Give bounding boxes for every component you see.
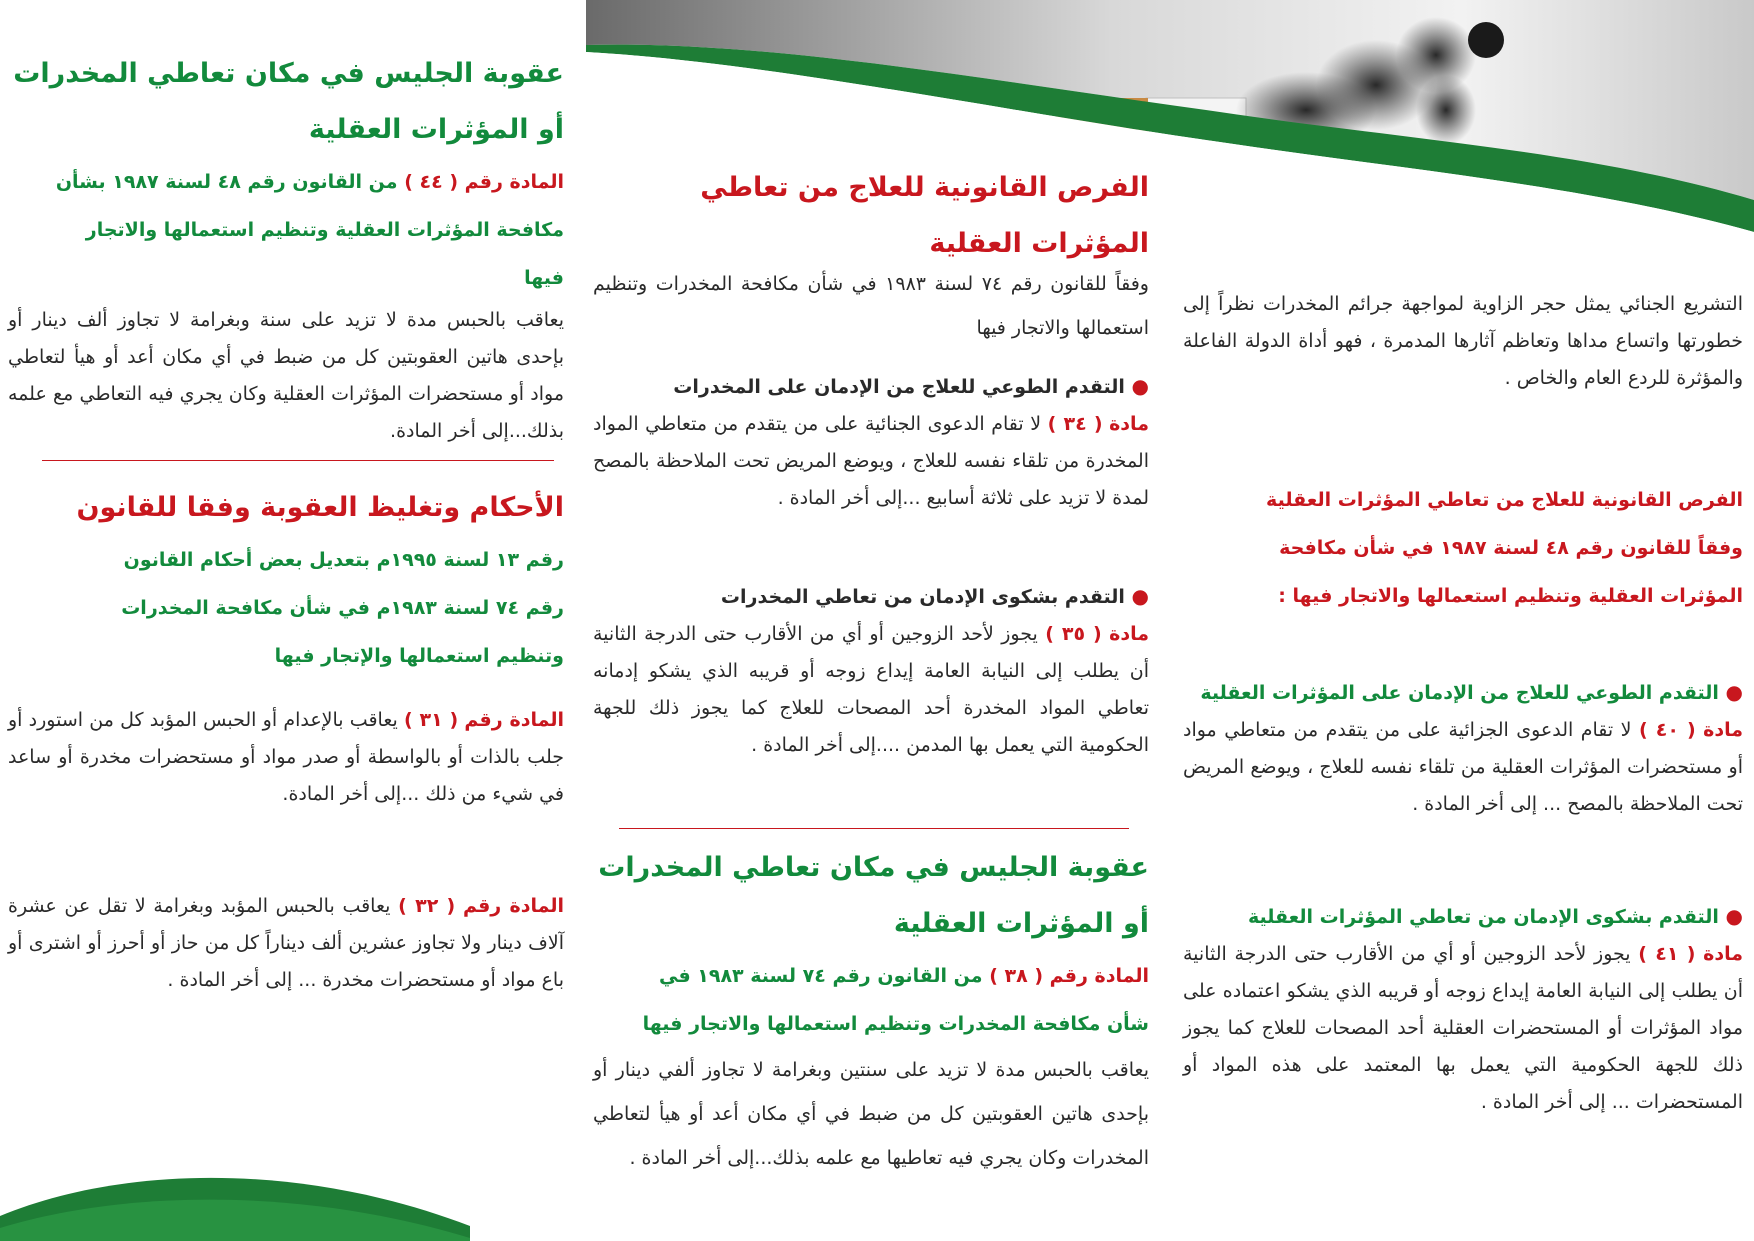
article-number: ( ٣٤ ) [1047, 413, 1103, 435]
article-label: المادة رقم ( ٤٤ ) [404, 171, 564, 193]
green-wave-decoration [0, 1146, 470, 1241]
article-label: مادة [1703, 719, 1743, 741]
heading-line: عقوبة الجليس في مكان تعاطي المخدرات [598, 852, 1149, 883]
article-text: يعاقب بالحبس مدة لا تزيد على سنتين وبغرامة لا تجاوز ألفي دينار أو بإحدى هاتين العقوبتين كل من ضبط في أي مكان أعد أو هيأ لتعاطي المخدرات وكان يجري فيه تعاطيها مع علمه بذلك...إلى أخر المادة . [593, 1059, 1149, 1169]
article-label: المادة رقم [462, 895, 564, 917]
article-number: ( ٤٠ ) [1638, 719, 1696, 741]
article-label: مادة [1703, 943, 1743, 965]
section-title: التقدم الطوعي للعلاج من الإدمان على المخدرات [673, 376, 1125, 398]
section-title: التقدم بشكوى الإدمان من تعاطي المخدرات [720, 586, 1125, 608]
penalties-section [8, 480, 564, 680]
heading-line: أو المؤثرات العقلية [308, 114, 564, 145]
article-text: يعاقب بالحبس مدة لا تزيد على سنة وبغرامة لا تجاوز ألف دينار أو بإحدى هاتين العقوبتين كل من ضبط في أي مكان أعد أو هيأ لتعاطي مواد أو مستحضرات المؤثرات العقلية وكان يجري فيه التعاطي مع علمه بذلك...إلى أخر المادة. [8, 309, 564, 442]
intro-text: التشريع الجنائي يمثل حجر الزاوية لمواجهة جرائم المخدرات نظراً إلى خطورتها واتساع مداها وتعاظم آثارها المدمرة ، فهو أداة الدولة الفاعلة والمؤثرة للردع العام والخاص . [1183, 293, 1743, 389]
law-reference: رقم ١٣ لسنة ١٩٩٥م بتعديل بعض أحكام القانون [123, 549, 564, 571]
section-title: التقدم بشكوى الإدمان من تعاطي المؤثرات العقلية [1247, 906, 1719, 928]
section-addiction-complaint [593, 578, 1149, 764]
bullet-icon: ● [1725, 904, 1743, 928]
middle-section-sitter-penalty [593, 840, 1149, 1180]
heading-line: عقوبة الجليس في مكان تعاطي المخدرات [13, 58, 564, 89]
article-number: ( ٣٢ ) [398, 895, 456, 917]
heading-line: أو المؤثرات العقلية [893, 908, 1149, 939]
article-text: لا تقام الدعوى الجنائية على من يتقدم من متعاطي المواد المخدرة من تلقاء نفسه للعلاج ، ويوضع المريض تحت الملاحظة بالمصح لمدة لا تزيد على ثلاثة أسابيع ...إلى أخر المادة . [593, 413, 1149, 509]
law-reference: من القانون رقم ٤٨ لسنة ١٩٨٧ بشأن [55, 171, 398, 193]
article-text: لا تقام الدعوى الجزائية على من يتقدم من متعاطي مواد أو مستحضرات المؤثرات العقلية من تلقاء نفسه للعلاج ، ويوضع المريض تحت الملاحظة بالمصح ... إلى أخر المادة . [1183, 719, 1743, 815]
bullet-icon: ● [1131, 584, 1149, 608]
article-label: مادة [1109, 413, 1149, 435]
article-label: المادة رقم ( ٣٨ ) [989, 965, 1149, 987]
heading-line: الفرص القانونية للعلاج من تعاطي المؤثرات العقلية [1266, 489, 1743, 511]
article-text: يعاقب بالإعدام أو الحبس المؤبد كل من استورد أو جلب بالذات أو بالواسطة أو صدر مواد أو مستحضرات مخدرة أو ساعد في شيء من ذلك ...إلى أخر المادة. [8, 709, 564, 805]
law-reference: مكافحة المؤثرات العقلية وتنظيم استعمالها والاتجار [85, 219, 564, 241]
section-addiction-complaint [1183, 898, 1743, 1121]
bullet-icon: ● [1725, 680, 1743, 704]
divider [619, 828, 1129, 829]
middle-panel-heading [593, 160, 1149, 272]
section-title: التقدم الطوعي للعلاج من الإدمان على المؤثرات العقلية [1200, 682, 1719, 704]
article-text: يجوز لأحد الزوجين أو أي من الأقارب حتى الدرجة الثانية أن يطلب إلى النيابة العامة إيداع زوجه أو قريبه الذي يشكو إدمانه تعاطي المواد المخدرة أحد المصحات للعلاج كما يجوز ذلك للجهة الحكومية التي يعمل بها المدمن ....إلى أخر المادة . [593, 623, 1149, 756]
article-label: المادة رقم [464, 709, 564, 731]
heading-line: الفرص القانونية للعلاج من تعاطي [700, 172, 1149, 203]
law-reference: وفقاً للقانون رقم ٧٤ لسنة ١٩٨٣ في شأن مكافحة المخدرات وتنظيم استعمالها والاتجار فيها [593, 273, 1149, 339]
section-heading: الأحكام وتغليظ العقوبة وفقا للقانون [76, 492, 564, 523]
section-voluntary-treatment [593, 368, 1149, 517]
right-panel-heading [1183, 476, 1743, 620]
law-reference: وتنظيم استعمالها والإتجار فيها [274, 645, 564, 667]
heading-line: المؤثرات العقلية وتنظيم استعمالها والاتجار فيها : [1278, 585, 1743, 607]
article-text: يجوز لأحد الزوجين أو أي من الأقارب حتى الدرجة الثانية أن يطلب إلى النيابة العامة إيداع زوجه أو قريبه الذي يشكو اعتماده على مواد المؤثرات أو المستحضرات العقلية أحد المصحات للعلاج كما يجوز ذلك للجهة الحكومية التي يعمل بها المعتمد على هذه المواد أو المستحضرات ... إلى أخر المادة . [1183, 943, 1743, 1113]
article-number: ( ٤١ ) [1638, 943, 1696, 965]
bullet-icon: ● [1131, 374, 1149, 398]
article-text: يعاقب بالحبس المؤبد وبغرامة لا تقل عن عشرة آلاف دينار ولا تجاوز عشرين ألف ديناراً كل من حاز أو أحرز أو اشترى أو باع مواد أو مستحضرات مخدرة ... إلى أخر المادة . [8, 895, 564, 991]
article-number: ( ٣٥ ) [1045, 623, 1102, 645]
law-reference: شأن مكافحة المخدرات وتنظيم استعمالها والاتجار فيها [642, 1013, 1149, 1035]
article-number: ( ٣١ ) [404, 709, 459, 731]
divider [42, 460, 554, 461]
law-reference: من القانون رقم ٧٤ لسنة ١٩٨٣ في [658, 965, 983, 987]
left-section-sitter-penalty [8, 46, 564, 450]
heading-line: المؤثرات العقلية [929, 228, 1149, 259]
article-31 [8, 702, 564, 813]
law-reference: فيها [524, 267, 564, 289]
law-reference: رقم ٧٤ لسنة ١٩٨٣م في شأن مكافحة المخدرات [121, 597, 564, 619]
heading-line: وفقاً للقانون رقم ٤٨ لسنة ١٩٨٧ في شأن مكافحة [1279, 537, 1743, 559]
article-label: مادة [1109, 623, 1149, 645]
section-voluntary-treatment [1183, 674, 1743, 823]
article-32 [8, 888, 564, 999]
